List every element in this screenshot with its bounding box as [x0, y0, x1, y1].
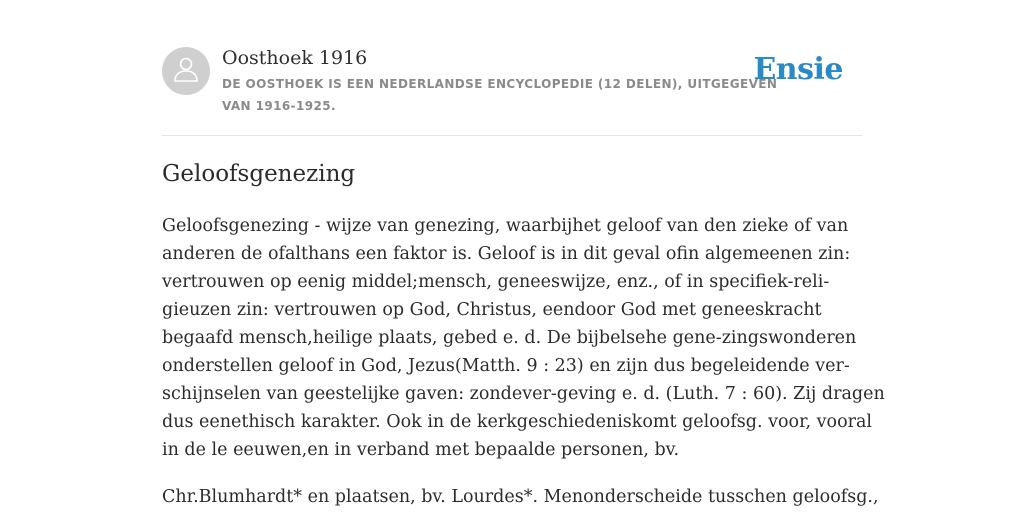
paragraph-line: onderstellen geloof in God, Jezus(Matth. 9 : 23) en zijn dus begeleidende ver-: [162, 356, 850, 376]
user-icon: [171, 54, 201, 88]
source-description-line: VAN 1916-1925.: [222, 99, 336, 113]
paragraph-line: dus eenethisch karakter. Ook in de kerkgeschiedeniskomt geloofsg. voor, vooral: [162, 412, 872, 432]
avatar[interactable]: [162, 47, 210, 95]
paragraph-line: schijnselen van geestelijke gaven: zondever-geving e. d. (Luth. 7 : 60). Zij dragen: [162, 384, 885, 404]
page: [162, 0, 885, 512]
paragraph-line: begaafd mensch,heilige plaats, gebed e. d. De bijbelsehe gene-zingswonderen: [162, 328, 857, 348]
entry-paragraph: [162, 483, 879, 511]
source-header: [162, 46, 862, 136]
paragraph-line: Geloofsgenezing - wijze van genezing, waarbijhet geloof van den zieke of van: [162, 216, 849, 236]
source-description: [222, 73, 778, 117]
paragraph-line: vertrouwen op eenig middel;mensch, geneeswijze, enz., of in specifiek-reli-: [162, 272, 830, 292]
paragraph-line: Chr.Blumhardt* en plaatsen, bv. Lourdes*. Menonderscheide tusschen geloofsg.,: [162, 487, 879, 507]
paragraph-line: gieuzen zin: vertrouwen op God, Christus, eendoor God met geneeskracht: [162, 300, 822, 320]
entry-body: [162, 212, 885, 512]
ensie-logo-link[interactable]: Ensie: [753, 52, 843, 87]
entry-title: Geloofsgenezing: [162, 161, 356, 187]
source-title[interactable]: Oosthoek 1916: [222, 47, 368, 69]
paragraph-line: anderen de ofalthans een faktor is. Geloof is in dit geval ofin algemeenen zin:: [162, 244, 851, 264]
source-description-line: DE OOSTHOEK IS EEN NEDERLANDSE ENCYCLOPEDIE (12 DELEN), UITGEGEVEN: [222, 77, 778, 91]
header-divider: [162, 135, 862, 136]
paragraph-line: in de le eeuwen,en in verband met bepaalde personen, bv.: [162, 440, 680, 460]
entry-paragraph: [162, 212, 885, 464]
